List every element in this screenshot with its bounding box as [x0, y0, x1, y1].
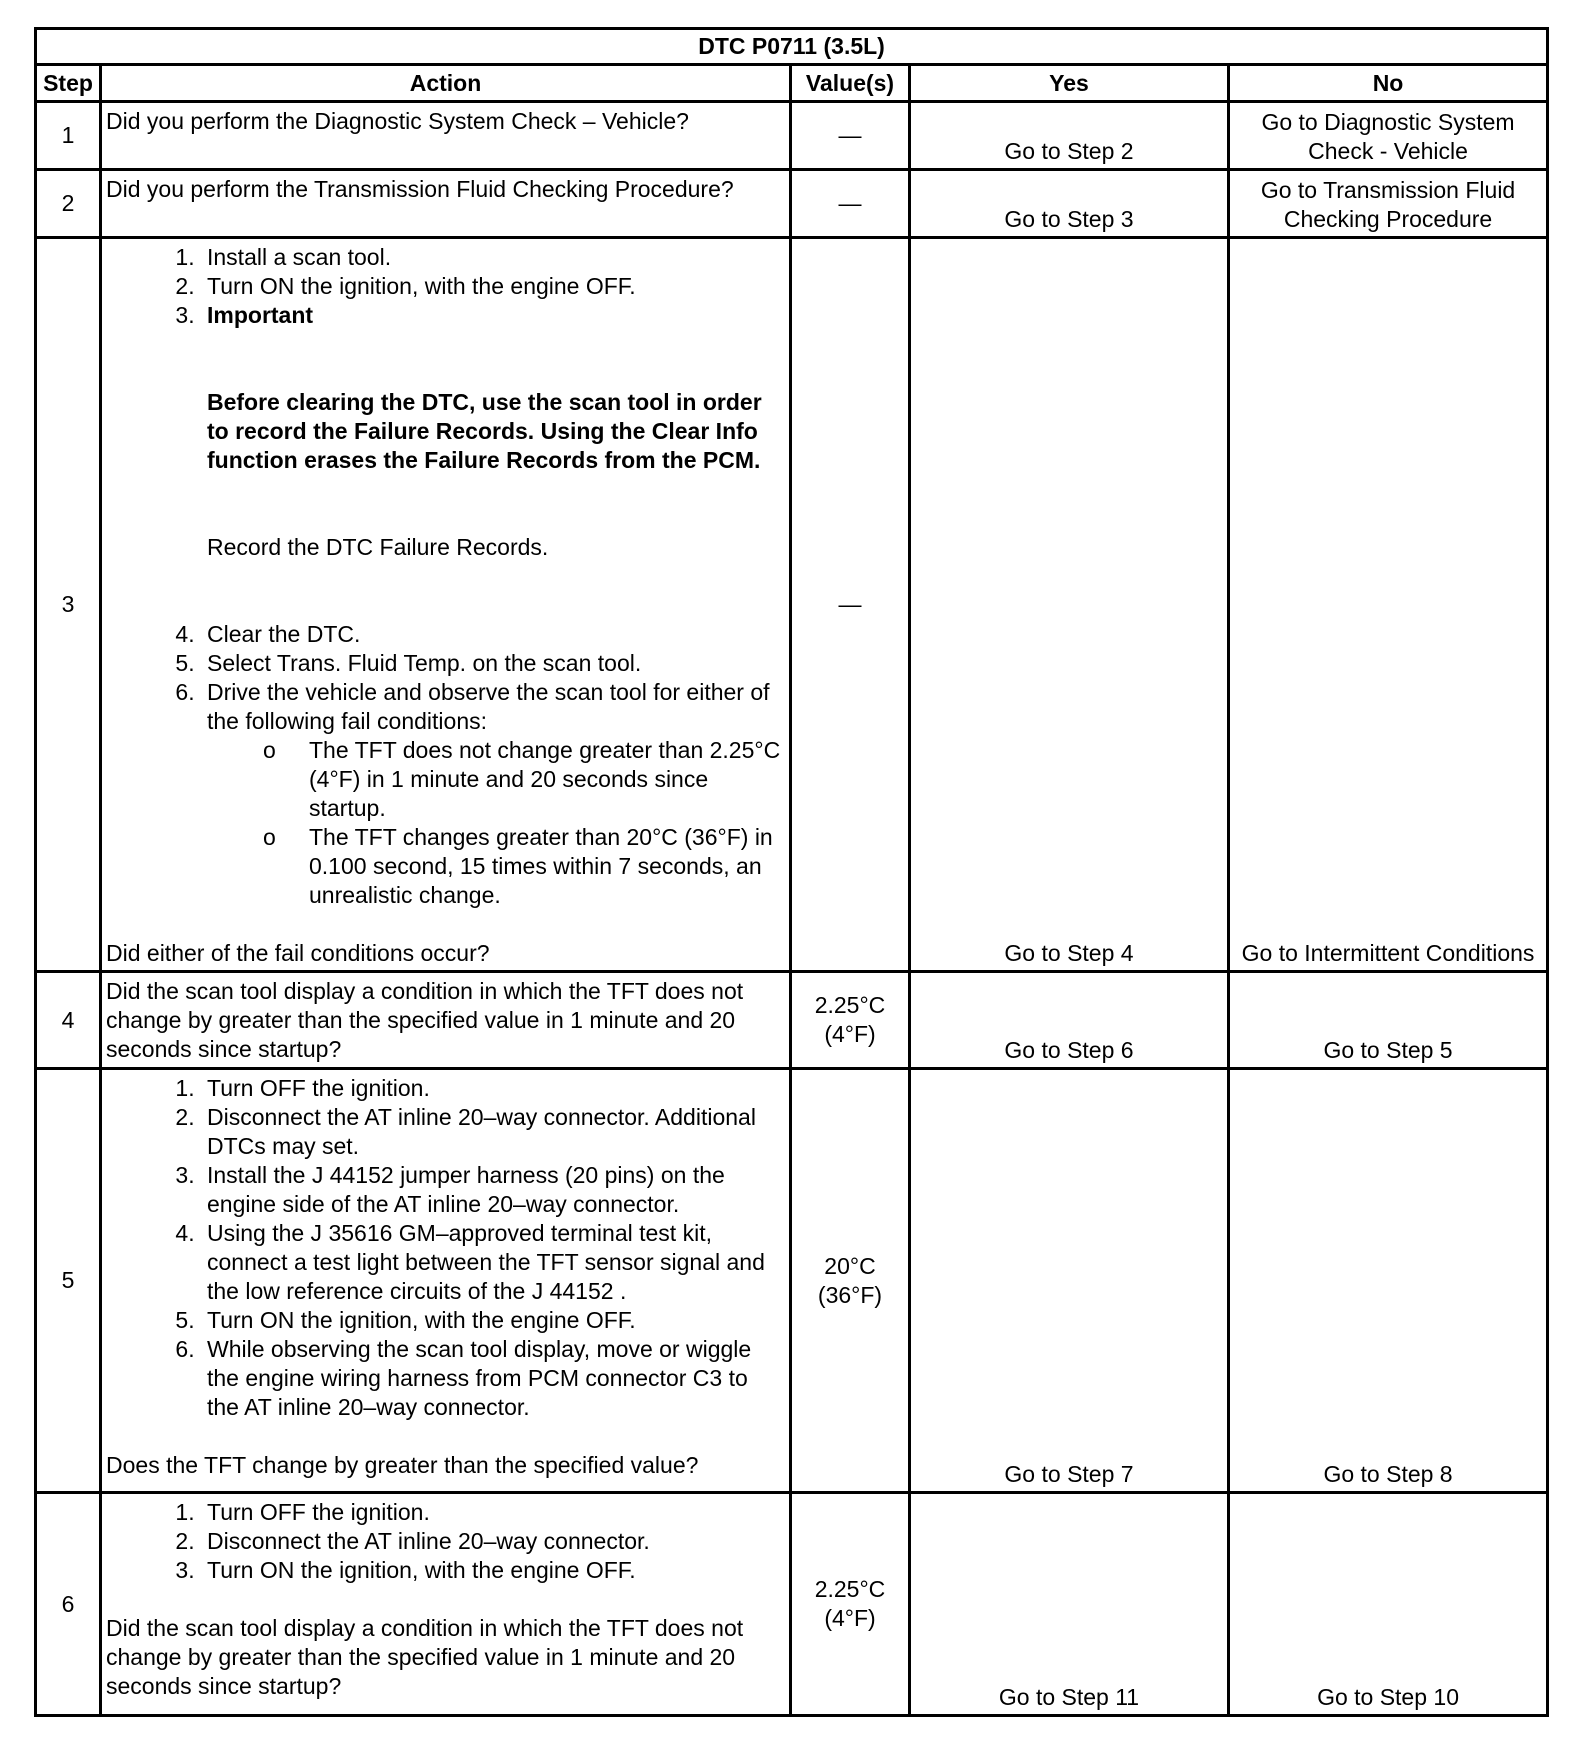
value-cell: 2.25°C (4°F) [791, 972, 910, 1069]
table-row [36, 238, 1548, 972]
action-question: Did the scan tool display a condition in which the TFT does not change by greater than the specified value in 1 minute and 20 seconds since startup? [106, 1615, 744, 1699]
table-row [36, 972, 1548, 1069]
step-number: 4 [36, 972, 101, 1069]
procedure-item: 5. Turn ON the ignition, with the engine OFF. [201, 1306, 785, 1335]
action-cell [101, 972, 791, 1069]
procedure-item-important [201, 301, 785, 620]
procedure-item-text: Drive the vehicle and observe the scan tool for either of the following fail conditions: [207, 679, 770, 734]
header-yes: Yes [910, 65, 1229, 102]
important-label: Important [207, 302, 314, 328]
header-action: Action [101, 65, 791, 102]
action-cell [101, 238, 791, 972]
procedure-item: 5. Select Trans. Fluid Temp. on the scan tool. [201, 649, 785, 678]
important-note: Before clearing the DTC, use the scan tool in order to record the Failure Records. Using the Clear Info function erases the Failure Records from the PCM. [207, 389, 762, 473]
procedure-item: 2. Disconnect the AT inline 20–way connector. [201, 1527, 785, 1556]
procedure-item: 1. Turn OFF the ignition. [201, 1498, 785, 1527]
procedure-item: 2. Turn ON the ignition, with the engine OFF. [201, 272, 785, 301]
procedure-item: 1. Turn OFF the ignition. [201, 1074, 785, 1103]
procedure-item: 3. Turn ON the ignition, with the engine OFF. [201, 1556, 785, 1585]
no-cell: Go to Step 8 [1229, 1069, 1548, 1493]
value-cell: 20°C (36°F) [791, 1069, 910, 1493]
record-instruction: Record the DTC Failure Records. [207, 534, 549, 560]
procedure-item [201, 678, 785, 910]
procedure-item: 1. Install a scan tool. [201, 243, 785, 272]
no-cell: Go to Step 10 [1229, 1493, 1548, 1716]
action-question: Did you perform the Transmission Fluid Checking Procedure? [106, 176, 734, 202]
action-question: Did the scan tool display a condition in which the TFT does not change by greater than the specified value in 1 minute and 20 seconds since startup? [106, 978, 744, 1062]
no-cell: Go to Step 5 [1229, 972, 1548, 1069]
title-row [36, 29, 1548, 65]
table-title: DTC P0711 (3.5L) [36, 29, 1548, 65]
action-cell [101, 170, 791, 238]
header-row [36, 65, 1548, 102]
value-cell: — [791, 238, 910, 972]
step-number: 6 [36, 1493, 101, 1716]
procedure-item: 4. Clear the DTC. [201, 620, 785, 649]
table-row [36, 102, 1548, 170]
yes-cell: Go to Step 3 [910, 170, 1229, 238]
no-cell: Go to Transmission Fluid Checking Procedure [1229, 170, 1548, 238]
procedure-item: 3. Install the J 44152 jumper harness (20 pins) on the engine side of the AT inline 20–way connector. [201, 1161, 785, 1219]
action-cell [101, 1069, 791, 1493]
yes-cell: Go to Step 4 [910, 238, 1229, 972]
action-question: Did you perform the Diagnostic System Check – Vehicle? [106, 108, 689, 134]
yes-cell: Go to Step 2 [910, 102, 1229, 170]
step-number: 2 [36, 170, 101, 238]
action-cell [101, 102, 791, 170]
dtc-table [34, 27, 1549, 1717]
procedure-list [106, 243, 785, 910]
action-question: Did either of the fail conditions occur? [106, 940, 490, 966]
action-cell [101, 1493, 791, 1716]
procedure-list [106, 1074, 785, 1422]
procedure-item: 4. Using the J 35616 GM–approved terminal test kit, connect a test light between the TFT sensor signal and the low reference circuits of the J 44152 . [201, 1219, 785, 1306]
no-cell: Go to Diagnostic System Check - Vehicle [1229, 102, 1548, 170]
action-question: Does the TFT change by greater than the specified value? [106, 1452, 699, 1478]
header-values: Value(s) [791, 65, 910, 102]
table-row [36, 1069, 1548, 1493]
fail-condition: o The TFT does not change greater than 2.25°C (4°F) in 1 minute and 20 seconds since startup. [309, 736, 785, 823]
header-step: Step [36, 65, 101, 102]
table-row [36, 1493, 1548, 1716]
procedure-list [106, 1498, 785, 1585]
yes-cell: Go to Step 11 [910, 1493, 1229, 1716]
value-cell: — [791, 102, 910, 170]
step-number: 5 [36, 1069, 101, 1493]
step-number: 3 [36, 238, 101, 972]
no-cell: Go to Intermittent Conditions [1229, 238, 1548, 972]
fail-conditions-list [207, 736, 785, 910]
value-cell: 2.25°C (4°F) [791, 1493, 910, 1716]
yes-cell: Go to Step 7 [910, 1069, 1229, 1493]
step-number: 1 [36, 102, 101, 170]
header-no: No [1229, 65, 1548, 102]
yes-cell: Go to Step 6 [910, 972, 1229, 1069]
procedure-item: 6. While observing the scan tool display, move or wiggle the engine wiring harness from PCM connector C3 to the AT inline 20–way connector. [201, 1335, 785, 1422]
value-cell: — [791, 170, 910, 238]
table-row [36, 170, 1548, 238]
fail-condition: o The TFT changes greater than 20°C (36°F) in 0.100 second, 15 times within 7 seconds, an unrealistic change. [309, 823, 785, 910]
procedure-item: 2. Disconnect the AT inline 20–way connector. Additional DTCs may set. [201, 1103, 785, 1161]
